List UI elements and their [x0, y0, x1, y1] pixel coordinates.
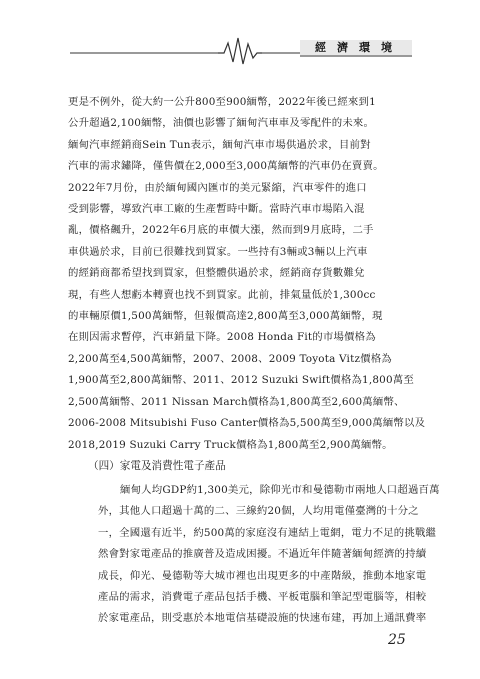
text-line: 成長，仰光、曼德勒等大城市裡也出現更多的中產階級，推動本地家電	[98, 569, 427, 582]
text-line: 車供過於求，目前已很難找到買家。一些持有3輛或3輛以上汽車	[68, 245, 368, 258]
text-line: 1,900萬至2,800萬緬幣、2011、2012 Suzuki Swift價格為1,800萬至	[68, 374, 414, 387]
header-section-tag	[300, 40, 412, 55]
paragraph-electronics	[98, 480, 440, 630]
text-line: 於家電產品，則受惠於本地電信基礎設施的快速布建，再加上通訊費率	[98, 612, 427, 625]
text-line: 一，全國還有近半，約500萬的家庭沒有連結上電網，電力不足的挑戰繼	[98, 526, 437, 539]
body-text	[68, 92, 426, 456]
text-line: 2022年7月份，由於緬甸國內匯市的美元緊縮，汽車零件的進口	[68, 181, 367, 194]
text-line: 的車輛原價1,500萬緬幣，但報價高達2,800萬至3,000萬緬幣，現	[68, 310, 383, 323]
text-line: 受到影響，導致汽車工廠的生產暫時中斷。當時汽車市場陷入混	[68, 203, 365, 216]
text-line: 的經銷商都希望找到買家，但整體供過於求，經銷商存貨數難兌	[68, 267, 365, 280]
text-line: 2018,2019 Suzuki Carry Truck價格為1,800萬至2,900萬緬幣。	[68, 438, 393, 451]
text-line: 產品的需求，消費電子產品包括手機、平板電腦和筆記型電腦等，相較	[98, 591, 427, 604]
paragraph-cars	[68, 92, 426, 456]
body-text-2	[98, 480, 440, 630]
text-line: 更是不例外，從大約一公升800至900緬幣，2022年後已經來到1	[68, 96, 376, 108]
text-line: 2006-2008 Mitsubishi Fuso Canter價格為5,500萬至9,000萬緬幣以及	[68, 417, 426, 430]
header-section-label: 經濟環境	[315, 41, 403, 54]
text-line: 緬甸人均GDP約1,300美元，除仰光市和曼德勒市兩地人口超過百萬	[120, 484, 440, 496]
text-line: 在則因需求暫停，汽車銷量下降。2008 Honda Fit的市場價格為	[68, 331, 376, 344]
page-number: 25	[388, 632, 406, 648]
text-line: 公升超過2,100緬幣，油價也影響了緬甸汽車車及零配件的未來。	[68, 117, 375, 130]
page-header	[0, 0, 480, 70]
text-line: 汽車的需求鏽降，僅售價在2,000至3,000萬緬幣的汽車仍在賣賣。	[68, 160, 384, 173]
text-line: 現，有些人想虧本轉賣也找不到買家。此前，排氣量低於1,300cc	[68, 288, 376, 301]
text-line: 緬甸汽車經銷商Sein Tun表示，緬甸汽車市場供過於求，目前對	[68, 138, 371, 151]
text-line: 2,500萬緬幣、2011 Nissan March價格為1,800萬至2,600萬緬幣、	[68, 395, 405, 408]
text-line: 然會對家電產品的推廣普及造成困擾。不過近年伴隨著緬甸經濟的持續	[98, 548, 427, 561]
section-heading: （四）家電及消費性電子產品	[88, 460, 226, 472]
header-rule-zigzag	[0, 0, 480, 70]
text-line: 外，其他人口超過十萬的二、三線約20個，人均用電僅臺灣的十分之	[98, 505, 419, 518]
text-line: 亂，價格飆升，2022年6月底的車價大漲，然而到9月底時，二手	[68, 224, 374, 237]
text-line: 2,200萬至4,500萬緬幣，2007、2008、2009 Toyota Vitz價格為	[68, 352, 392, 365]
